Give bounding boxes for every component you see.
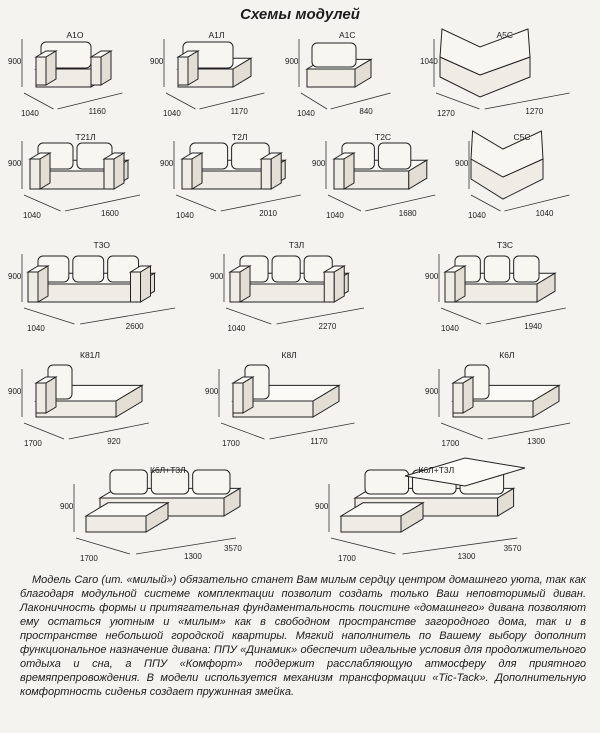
sofa-drawing xyxy=(439,365,570,439)
module-code: К8Л xyxy=(281,350,297,360)
sofa-drawing xyxy=(434,29,570,109)
dimension-label: 900 xyxy=(425,387,439,396)
dimension-label: 1040 xyxy=(21,109,39,118)
dimension-label: 900 xyxy=(150,57,164,66)
dimension-label: 1700 xyxy=(441,439,460,448)
dimension-label: 1300 xyxy=(457,552,476,561)
back-cushion-1 xyxy=(365,470,409,494)
module-code: А1С xyxy=(339,30,356,40)
module-code: Т21Л xyxy=(75,132,96,142)
back-cushion-2 xyxy=(73,256,104,282)
module-code: К6Л+Т3Л xyxy=(150,465,186,475)
module-code: А5С xyxy=(496,30,514,40)
armrest-left xyxy=(334,153,354,189)
dimension-label: 900 xyxy=(8,387,22,396)
depth-dimension-line xyxy=(471,195,501,211)
dimension-label: 2010 xyxy=(259,209,277,218)
sofa-drawing xyxy=(299,39,391,109)
sofa-drawing xyxy=(174,141,301,211)
module-code: Т3О xyxy=(93,240,111,250)
module-diagram xyxy=(8,350,168,455)
dimension-label: 3570 xyxy=(503,544,522,553)
chaise-base xyxy=(341,503,423,532)
armrest xyxy=(233,377,253,413)
depth-dimension-line xyxy=(24,195,61,211)
description-text: Модель Caro (ит. «милый») обязательно станет Вам милым сердцу центром домашнего уюта, так как благодаря модульной системе комплектации позволит создать только Ваш неповторимый диван. Лаконичность формы и притягательная фундаментальность поистине «домашнего» дивана позволяют ему остаться уютным и «милым» как в свободном пространстве загородного дома, так и в пространстве небольшой городской квартиры. Мягкий наполнитель по Вашему выбору дополнит функциональное назначение дивана: ППУ «Динамик» обеспечит идеальные условия для продолжительного отдыха и сна, а ППУ «Комфорт» поддержит расслабляющую атмосферу для приятного времяпрепровождения. В модели используется механизм трансформации «Tic-Tack». Дополнительную комфортность сиденья создает пружинная змейка. xyxy=(20,574,586,698)
module-diagram xyxy=(210,240,385,340)
module-diagram xyxy=(425,240,585,340)
depth-dimension-line xyxy=(24,93,54,109)
sofa-drawing xyxy=(469,131,569,211)
dimension-label: 900 xyxy=(285,57,299,66)
module-diagram xyxy=(8,132,158,227)
sofa-drawing xyxy=(219,365,355,439)
depth-dimension-line xyxy=(221,423,265,439)
dimension-label: 1700 xyxy=(80,554,98,563)
armrest-left xyxy=(36,51,56,85)
dimension-label: 1040 xyxy=(176,211,194,220)
module-diagram xyxy=(455,132,585,227)
dimension-label: 1170 xyxy=(310,437,328,446)
dimension-label: 1040 xyxy=(23,211,41,220)
dimension-label: 1040 xyxy=(535,209,554,218)
dimension-label: 1040 xyxy=(27,324,45,333)
armrest-left xyxy=(182,153,202,189)
dimension-label: 1700 xyxy=(24,439,42,448)
dimension-label: 1700 xyxy=(338,554,356,563)
dimension-label: 1040 xyxy=(441,324,459,333)
sofa-drawing xyxy=(22,365,149,439)
sofa-drawing xyxy=(22,141,140,211)
armrest-left xyxy=(230,266,250,302)
module-code: А1Л xyxy=(208,30,225,40)
dimension-label: 2600 xyxy=(125,322,144,331)
armrest-left xyxy=(445,266,465,302)
sofa-drawing xyxy=(22,254,175,324)
module-code: Т3Л xyxy=(288,240,305,250)
armrest-right xyxy=(131,266,151,302)
back-cushion-1 xyxy=(110,470,147,494)
dimension-label: 900 xyxy=(210,272,224,281)
dimension-label: 900 xyxy=(60,502,74,511)
module-diagram xyxy=(420,30,590,125)
depth-dimension-line xyxy=(176,195,216,211)
depth-dimension-line xyxy=(441,308,481,324)
dimension-label: 1940 xyxy=(524,322,542,331)
dimension-label: 1040 xyxy=(163,109,181,118)
dimension-label: 900 xyxy=(8,272,22,281)
depth-dimension-line xyxy=(436,93,480,109)
depth-dimension-line xyxy=(331,538,396,554)
dimension-label: 1270 xyxy=(437,109,455,118)
dimension-label: 900 xyxy=(8,159,22,168)
dimension-label: 1170 xyxy=(230,107,248,116)
back-cushion-2 xyxy=(272,256,300,282)
dimension-label: 1160 xyxy=(88,107,106,116)
page-title: Схемы модулей xyxy=(240,6,360,23)
dimension-label: 1300 xyxy=(527,437,546,446)
module-diagram xyxy=(60,465,260,570)
module-diagram xyxy=(8,240,198,340)
module-diagram xyxy=(160,132,320,227)
module-diagram xyxy=(315,465,545,570)
sofa-drawing xyxy=(439,254,566,324)
dimension-label: 1040 xyxy=(227,324,246,333)
dimension-label: 900 xyxy=(160,159,174,168)
armrest-right xyxy=(324,266,344,302)
dimension-label: 1700 xyxy=(222,439,240,448)
module-code: К6Л xyxy=(499,350,515,360)
sofa-drawing xyxy=(224,254,364,324)
armrest-right xyxy=(104,153,124,189)
armrest-left xyxy=(178,51,198,85)
depth-dimension-line xyxy=(24,308,75,324)
dimension-label: 1600 xyxy=(101,209,119,218)
armrest-right xyxy=(261,153,281,189)
back-cushion xyxy=(312,43,356,67)
depth-dimension-line xyxy=(328,195,361,211)
dimension-label: 2270 xyxy=(318,322,337,331)
module-code: А1О xyxy=(66,30,84,40)
dimension-label: 1040 xyxy=(468,211,486,220)
module-code: К81Л xyxy=(80,350,100,360)
dimension-label: 900 xyxy=(312,159,326,168)
dimension-label: 900 xyxy=(8,57,22,66)
dimension-label: 900 xyxy=(315,502,329,511)
dimension-label: 1040 xyxy=(297,109,315,118)
module-diagram xyxy=(312,132,452,227)
module-code: Т3С xyxy=(497,240,514,250)
sofa-drawing xyxy=(74,470,240,554)
dimension-label: 3570 xyxy=(224,544,242,553)
sofa-drawing xyxy=(326,141,435,211)
depth-dimension-line xyxy=(24,423,64,439)
armrest xyxy=(453,377,473,413)
depth-dimension-line xyxy=(226,308,271,324)
dimension-label: 840 xyxy=(359,107,373,116)
depth-dimension-line xyxy=(166,93,196,109)
module-code: С5С xyxy=(513,132,531,142)
back-cushion-3 xyxy=(193,470,230,494)
depth-dimension-line xyxy=(441,423,483,439)
dimension-label: 900 xyxy=(425,272,439,281)
dimension-label: 1270 xyxy=(525,107,544,116)
model-description xyxy=(20,573,586,699)
sofa-drawing xyxy=(22,39,122,109)
dimension-label: 1040 xyxy=(326,211,344,220)
module-diagram xyxy=(425,350,590,455)
back-cushion-right xyxy=(378,143,410,169)
dimension-label: 1680 xyxy=(398,209,417,218)
module-code: Т2Л xyxy=(232,132,248,142)
armrest-left xyxy=(30,153,50,189)
module-code: Т2С xyxy=(375,132,392,142)
dimension-label: 1300 xyxy=(184,552,202,561)
armrest-left xyxy=(28,266,48,302)
module-diagram xyxy=(8,30,138,125)
back-cushion-2 xyxy=(484,256,509,282)
sofa-drawing xyxy=(164,39,264,109)
module-diagram xyxy=(205,350,375,455)
dimension-label: 920 xyxy=(107,437,121,446)
armrest xyxy=(36,377,56,413)
depth-dimension-line xyxy=(76,538,130,554)
back-cushion-3 xyxy=(514,256,539,282)
chaise-base xyxy=(86,503,168,532)
module-diagram xyxy=(150,30,280,125)
dimension-label: 1040 xyxy=(420,57,438,66)
dimension-label: 900 xyxy=(205,387,219,396)
module-diagram xyxy=(285,30,405,125)
dimension-label: 900 xyxy=(455,159,469,168)
armrest-right xyxy=(91,51,111,85)
depth-dimension-line xyxy=(301,93,327,109)
module-code: К6Л+Т3Л xyxy=(418,465,455,475)
